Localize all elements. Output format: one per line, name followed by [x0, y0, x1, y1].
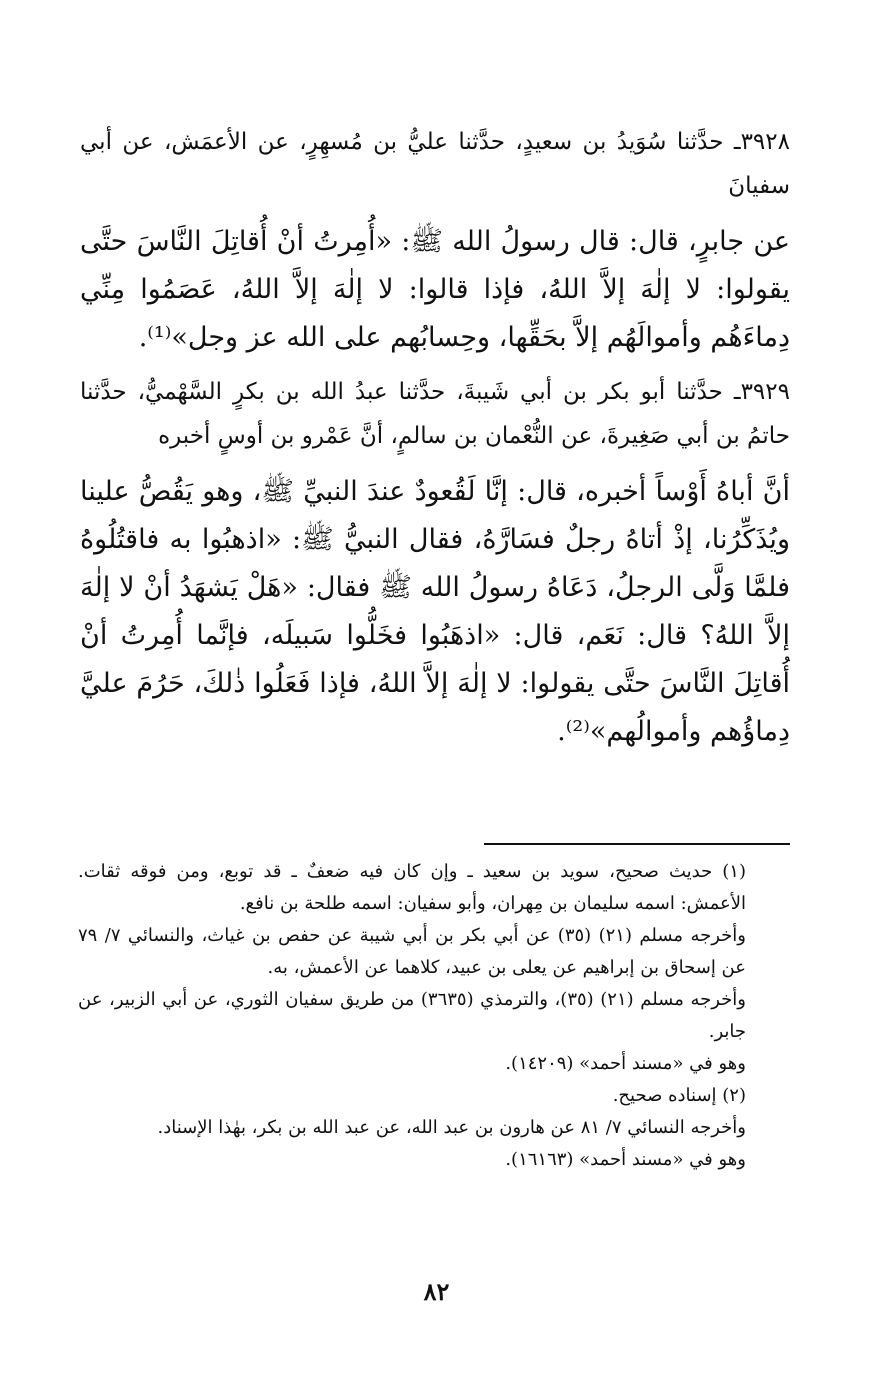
footnote-divider	[484, 843, 790, 845]
footnote-2-takhrij: وأخرجه النسائي ٧/ ٨١ عن هارون بن عبد الله، عن عبد الله بن بكر، بهٰذا الإسناد.	[157, 1117, 746, 1138]
footnote-1-takhrij-b: وأخرجه مسلم (٢١) (٣٥)، والترمذي (٣٦٣٥) من طريق سفيان الثوري، عن أبي الزبير، عن جابر.	[78, 989, 746, 1042]
footnote-2: (٢) إسناده صحيح.	[612, 1085, 746, 1106]
footnote-1: (١) حديث صحيح، سويد بن سعيد ـ وإن كان فيه ضعفٌ ـ قد توبع، ومن فوقه ثقات. الأعمش: اسمه سليمان بن مِهران، وأبو سفيان: اسمه طلحة بن نافع.	[78, 861, 746, 914]
footnotes	[78, 856, 790, 1176]
footnote-1-musnad: وهو في «مسند أحمد» (١٤٢٠٩).	[505, 1053, 746, 1074]
page-number: ٨٢	[423, 1277, 450, 1306]
main-text	[80, 120, 790, 756]
footnote-2-musnad: وهو في «مسند أحمد» (١٦١٦٣).	[505, 1149, 746, 1170]
hadith-3928-isnad: ٣٩٢٨ـ حدَّثنا سُوَيدُ بن سعيدٍ، حدَّثنا عليُّ بن مُسهِرٍ، عن الأعمَش، عن أبي سفيانَ	[80, 129, 790, 199]
hadith-3929-matn: أنَّ أباهُ أَوْساً أخبره، قال: إنَّا لَقُعودٌ عندَ النبيِّ ﷺ، وهو يَقُصُّ علينا ويُذَكِّرُنا، إذْ أتاهُ رجلٌ فسَارَّهُ، فقال النبيُّ ﷺ: «اذهبُوا به فاقتُلُوهُ فلمَّا وَلَّى الرجلُ، دَعَاهُ رسولُ الله ﷺ فقال: «هَلْ يَشهَدُ أنْ لا إلٰهَ إلاَّ اللهُ؟ قال: نَعَم، قال: «اذهَبُوا فخَلُّوا سَبيلَه، فإنَّما أُمِرتُ أنْ أُقاتِلَ النَّاسَ حتَّى يقولوا: لا إلٰهَ إلاَّ اللهُ، فإذا فَعَلُوا ذٰلكَ، حَرُمَ عليَّ دِماؤُهم وأموالُهم»⁽²⁾.	[80, 476, 790, 747]
hadith-3928-matn: عن جابرٍ، قال: قال رسولُ الله ﷺ: «أُمِرتُ أنْ أُقاتِلَ النَّاسَ حتَّى يقولوا: لا إلٰهَ إلاَّ اللهُ، فإذا قالوا: لا إلٰهَ إلاَّ اللهُ، عَصَمُوا مِنِّي دِماءَهُم وأموالَهُم إلاَّ بحَقِّها، وحِسابُهم على الله عز وجل»⁽¹⁾.	[80, 226, 790, 353]
footnote-1-takhrij-a: وأخرجه مسلم (٢١) (٣٥) عن أبي بكر بن أبي شيبة عن حفص بن غياث، والنسائي ٧/ ٧٩ عن إسحاق بن إبراهيم عن يعلى بن عبيد، كلاهما عن الأعمش، به.	[78, 925, 746, 978]
hadith-3929-isnad: ٣٩٢٩ـ حدَّثنا أبو بكر بن أبي شَيبةَ، حدَّثنا عبدُ الله بن بكرٍ السَّهْميُّ، حدَّثنا حاتمُ بن أبي صَغِيرةَ، عن النُّعْمان بن سالمٍ، أنَّ عَمْرو بن أوسٍ أخبره	[80, 379, 790, 449]
